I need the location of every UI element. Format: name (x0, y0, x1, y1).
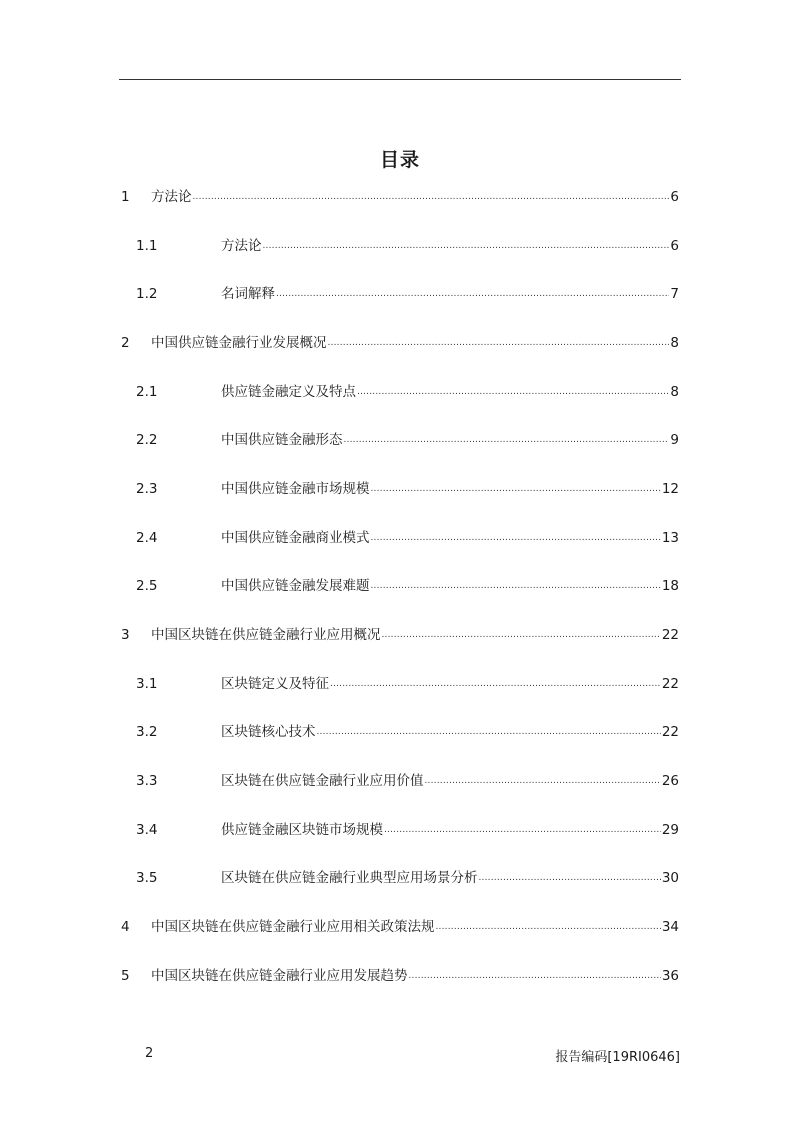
toc-entry[interactable] (121, 430, 679, 450)
toc-entry-number: 5 (121, 968, 130, 984)
toc-entry-page: 22 (661, 627, 679, 643)
toc-entry-page: 13 (661, 530, 679, 546)
toc-entry-number: 3.1 (136, 676, 158, 692)
toc-entry[interactable] (121, 966, 679, 986)
footer-page-number: 2 (145, 1046, 154, 1061)
toc-dot-leader (409, 964, 661, 986)
toc-dot-leader (328, 331, 670, 353)
toc-dot-leader (382, 623, 661, 645)
toc-entry-label: 中国区块链在供应链金融行业应用相关政策法规 (151, 919, 435, 935)
toc-dot-leader (384, 818, 661, 840)
toc-entry-number: 3.5 (136, 870, 158, 886)
toc-entry-number: 2.3 (136, 481, 158, 497)
toc-dot-leader (344, 428, 670, 450)
toc-entry-label: 中国供应链金融市场规模 (221, 481, 370, 497)
toc-entry-label: 供应链金融区块链市场规模 (221, 822, 383, 838)
toc-entry-number: 3.4 (136, 822, 158, 838)
toc-entry-page: 22 (661, 676, 679, 692)
toc-entry-number: 2.2 (136, 432, 158, 448)
toc-entry-page: 8 (670, 384, 679, 400)
toc-entry[interactable] (121, 576, 679, 596)
toc-entry-number: 4 (121, 919, 130, 935)
toc-dot-leader (263, 234, 670, 256)
toc-entry-page: 34 (661, 919, 679, 935)
toc-entry-number: 2 (121, 335, 130, 351)
toc-entry-page: 26 (661, 773, 679, 789)
toc-entry-label: 中国供应链金融发展难题 (221, 578, 370, 594)
toc-entry-number: 1.2 (136, 286, 158, 302)
toc-entry-number: 2.4 (136, 530, 158, 546)
toc-entry-page: 6 (670, 238, 679, 254)
toc-entry-label: 中国供应链金融行业发展概况 (151, 335, 327, 351)
toc-dot-leader (357, 380, 669, 402)
toc-entry-page: 30 (661, 870, 679, 886)
toc-entry-number: 3 (121, 627, 130, 643)
toc-entry[interactable] (121, 187, 679, 207)
toc-entry[interactable] (121, 674, 679, 694)
toc-entry-number: 2.1 (136, 384, 158, 400)
toc-entry[interactable] (121, 868, 679, 888)
toc-entry-label: 中国区块链在供应链金融行业应用发展趋势 (151, 968, 408, 984)
toc-dot-leader (371, 477, 661, 499)
footer-report-code: 报告编码[19RI0646] (555, 1050, 680, 1065)
toc-entry-number: 3.2 (136, 724, 158, 740)
toc-entry-label: 中国区块链在供应链金融行业应用概况 (151, 627, 381, 643)
toc-entry[interactable] (121, 722, 679, 742)
toc-title: 目录 (379, 149, 420, 171)
toc-entry[interactable] (121, 236, 679, 256)
toc-entry-label: 供应链金融定义及特点 (221, 384, 356, 400)
toc-entry-number: 1 (121, 189, 130, 205)
toc-entry[interactable] (121, 917, 679, 937)
toc-entry-page: 12 (661, 481, 679, 497)
toc-dot-leader (193, 185, 670, 207)
toc-entry-label: 方法论 (221, 238, 262, 254)
toc-dot-leader (317, 720, 661, 742)
toc-entry-number: 1.1 (136, 238, 158, 254)
toc-dot-leader (330, 672, 661, 694)
toc-entry-label: 区块链定义及特征 (221, 676, 329, 692)
toc-entry-page: 18 (661, 578, 679, 594)
toc-entry-number: 3.3 (136, 773, 158, 789)
toc-entry-label: 区块链在供应链金融行业应用价值 (221, 773, 424, 789)
toc-entry-label: 中国供应链金融形态 (221, 432, 343, 448)
toc-entry[interactable] (121, 479, 679, 499)
toc-entry-label: 区块链在供应链金融行业典型应用场景分析 (221, 870, 478, 886)
toc-dot-leader (371, 526, 661, 548)
toc-entry-label: 中国供应链金融商业模式 (221, 530, 370, 546)
toc-entry[interactable] (121, 625, 679, 645)
toc-entry-number: 2.5 (136, 578, 158, 594)
toc-entry-page: 8 (670, 335, 679, 351)
toc-entry-label: 区块链核心技术 (221, 724, 316, 740)
toc-dot-leader (436, 915, 661, 937)
toc-entry[interactable] (121, 333, 679, 353)
toc-entry-page: 29 (661, 822, 679, 838)
toc-entry[interactable] (121, 820, 679, 840)
toc-entry-page: 22 (661, 724, 679, 740)
toc-entry-page: 7 (670, 286, 679, 302)
toc-entry-page: 36 (661, 968, 679, 984)
toc-entry-page: 9 (670, 432, 679, 448)
toc-dot-leader (425, 769, 661, 791)
toc-entry-label: 名词解释 (221, 286, 275, 302)
toc-entry[interactable] (121, 382, 679, 402)
toc-entry[interactable] (121, 771, 679, 791)
toc-dot-leader (371, 574, 661, 596)
toc-entry-page: 6 (670, 189, 679, 205)
toc-dot-leader (479, 866, 661, 888)
toc-entry-label: 方法论 (151, 189, 192, 205)
toc-entry[interactable] (121, 284, 679, 304)
toc-dot-leader (276, 282, 669, 304)
toc-entry[interactable] (121, 528, 679, 548)
